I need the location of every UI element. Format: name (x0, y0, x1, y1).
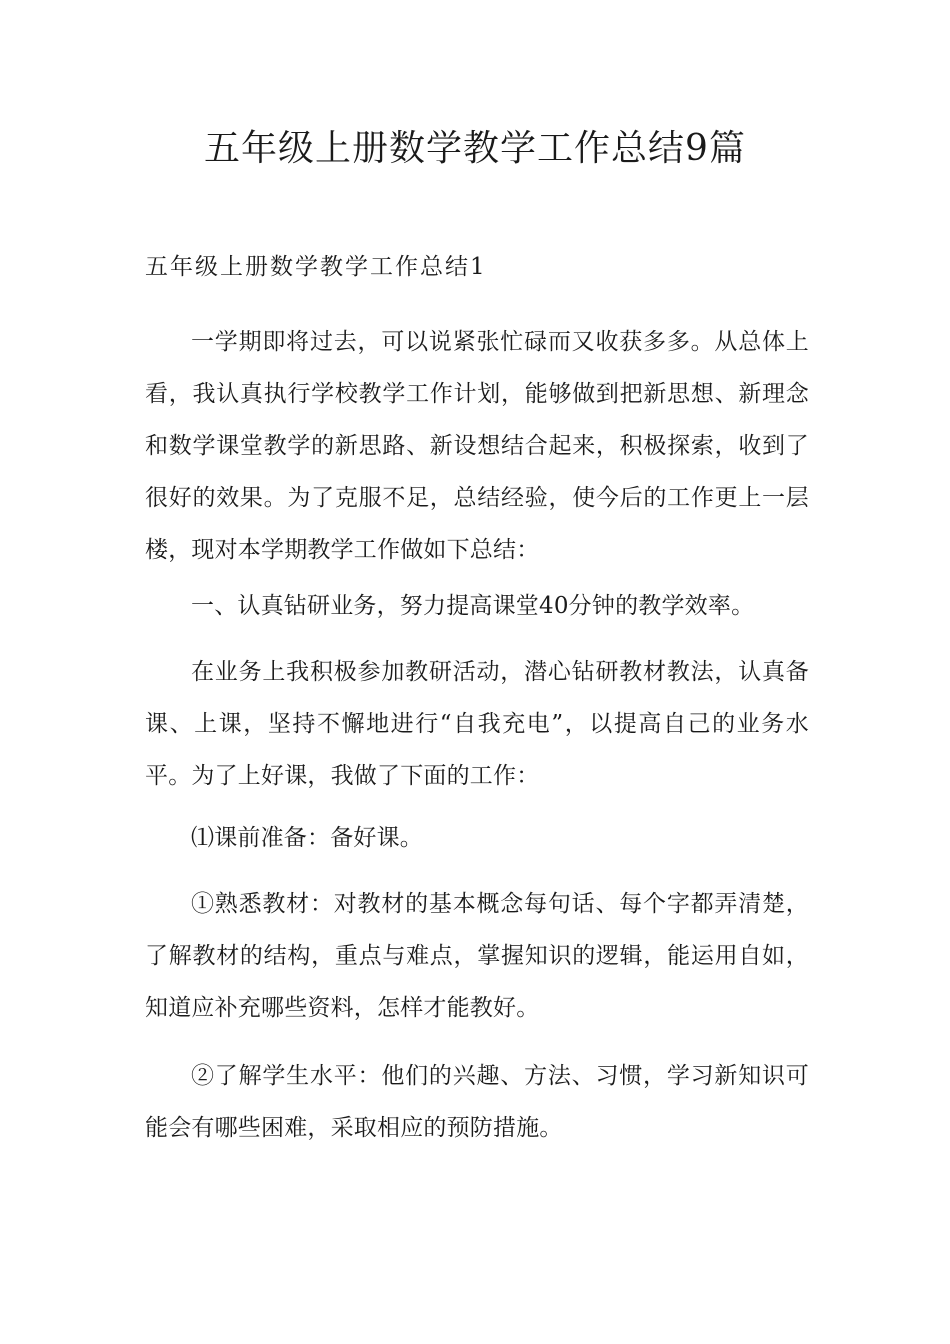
paragraph-point-one: 一、认真钻研业务，努力提高课堂40分钟的教学效率。 (191, 593, 755, 619)
paragraph-intro: 一学期即将过去，可以说紧张忙碌而又收获多多。从总体上看，我认真执行学校教学工作计划，能够做到把新思想、新理念和数学课堂教学的新思路、新设想结合起来，积极探索，收到了很好的效果。为了克服不足，总结经验，使今后的工作更上一层楼，现对本学期教学工作做如下总结： (145, 329, 809, 563)
section-heading: 五年级上册数学教学工作总结1 (145, 254, 487, 280)
paragraph-know-students: ②了解学生水平：他们的兴趣、方法、习惯，学习新知识可能会有哪些困难，采取相应的预防措施。 (145, 1063, 809, 1141)
paragraph-know-materials: ①熟悉教材：对教材的基本概念每句话、每个字都弄清楚，了解教材的结构，重点与难点，掌握知识的逻辑，能运用自如，知道应补充哪些资料，怎样才能教好。 (145, 891, 809, 1021)
document-title: 五年级上册数学教学工作总结9篇 (204, 128, 746, 169)
paragraph-research: 在业务上我积极参加教研活动，潜心钻研教材教法，认真备课、上课，坚持不懈地进行“自我充电”，以提高自己的业务水平。为了上好课，我做了下面的工作： (145, 659, 809, 789)
paragraph-preparation: ⑴课前准备：备好课。 (191, 825, 423, 851)
